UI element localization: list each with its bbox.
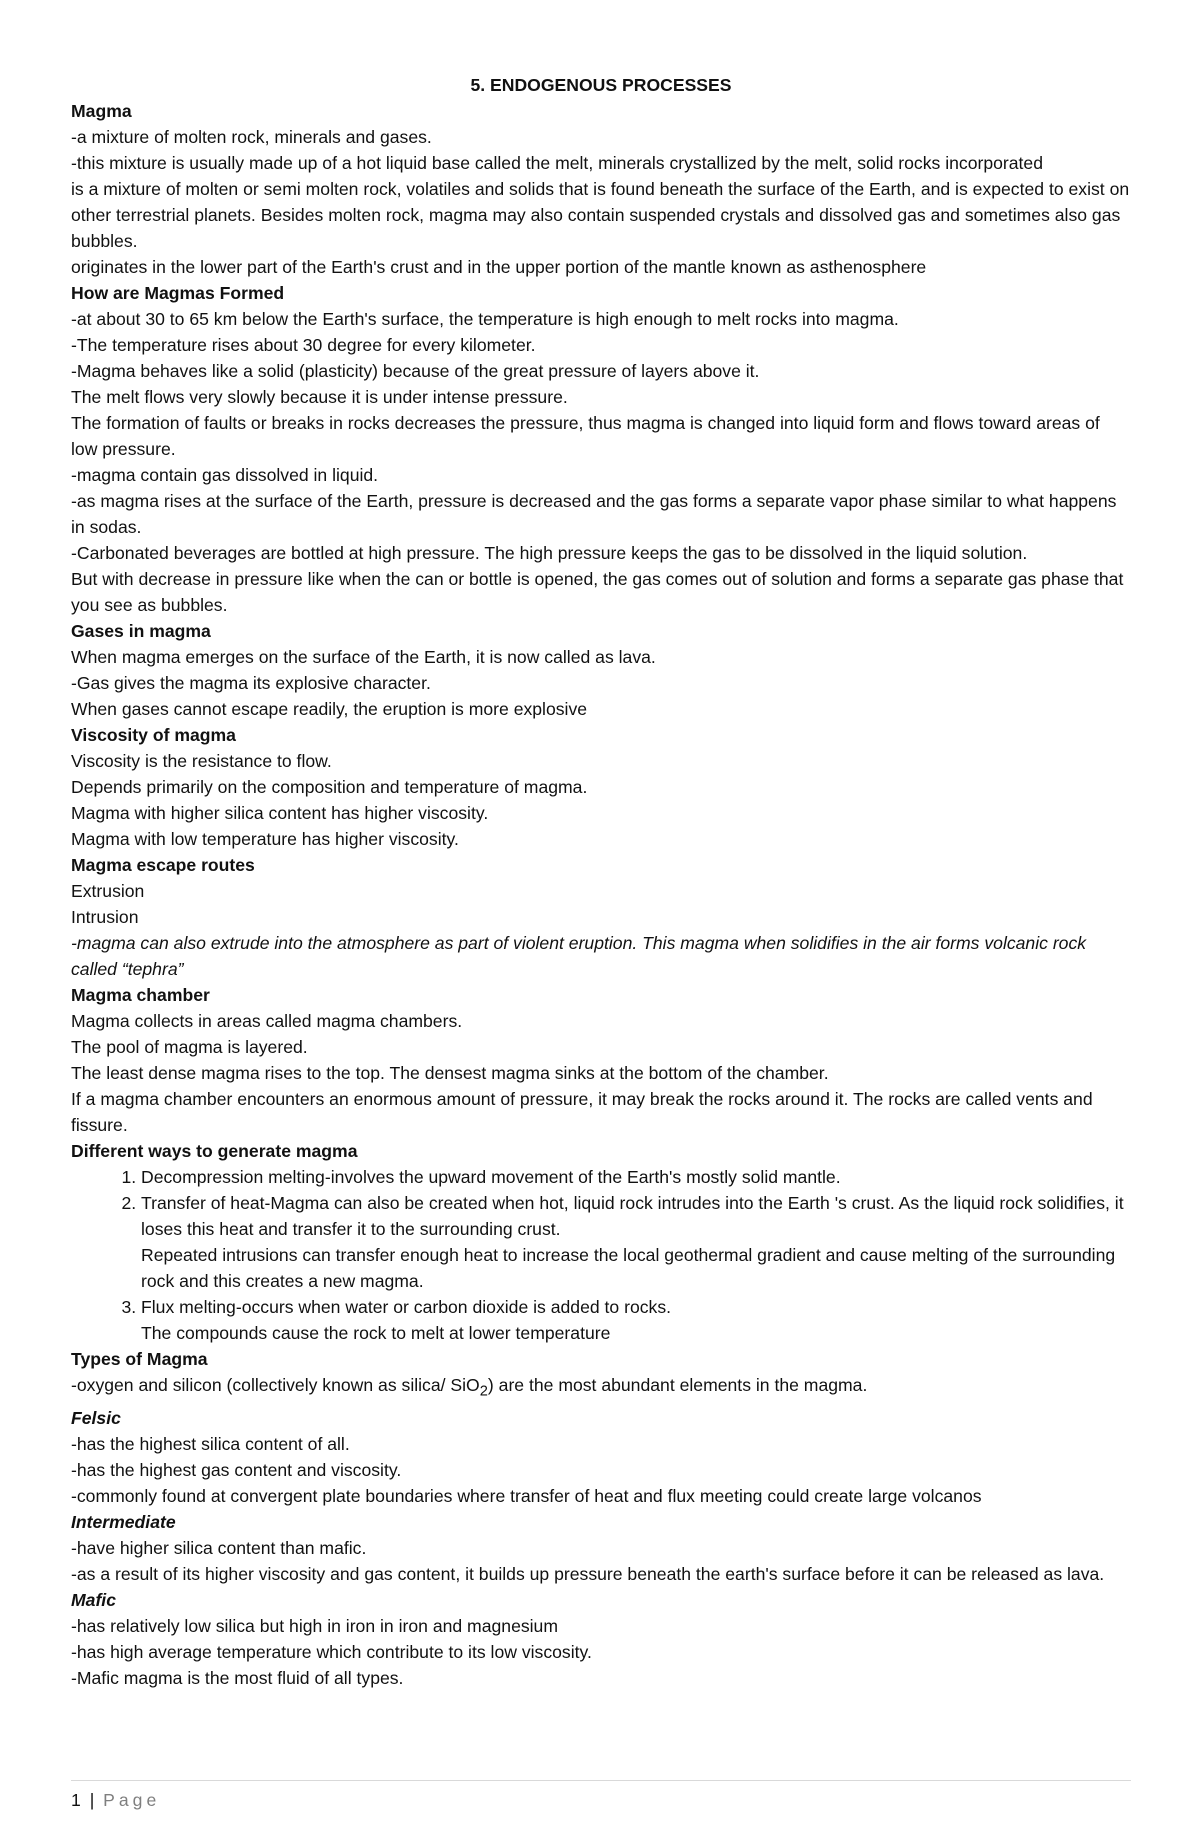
heading-how-magmas-formed: How are Magmas Formed — [71, 283, 285, 303]
paragraph: When gases cannot escape readily, the eruption is more explosive — [71, 699, 588, 719]
footer-separator: | — [89, 1790, 95, 1810]
paragraph: -has the highest gas content and viscosity. — [71, 1459, 402, 1480]
paragraph: -have higher silica content than mafic. — [71, 1537, 367, 1558]
subscript: 2 — [479, 1383, 488, 1400]
paragraph: The least dense magma rises to the top. The densest magma sinks at the bottom of the chamber. — [71, 1063, 829, 1083]
text-segment: ) are the most abundant elements in the magma. — [487, 1375, 868, 1395]
list-item-text: Flux melting-occurs when water or carbon dioxide is added to rocks. — [141, 1297, 672, 1317]
heading-intermediate: Intermediate — [71, 1511, 176, 1532]
document-title: 5. ENDOGENOUS PROCESSES — [470, 75, 732, 95]
paragraph: Viscosity is the resistance to flow. — [71, 751, 332, 771]
page-footer — [71, 1790, 160, 1811]
paragraph: Magma collects in areas called magma chambers. — [71, 1011, 463, 1031]
paragraph: -commonly found at convergent plate boundaries where transfer of heat and flux meeting could create large volcanos — [71, 1485, 982, 1506]
paragraph: -as magma rises at the surface of the Earth, pressure is decreased and the gas forms a separate vapor phase similar to what happens in sodas. — [71, 491, 1117, 537]
paragraph: -Carbonated beverages are bottled at high pressure. The high pressure keeps the gas to be dissolved in the liquid solution. — [71, 543, 1028, 563]
paragraph: Depends primarily on the composition and temperature of magma. — [71, 777, 588, 797]
heading-viscosity: Viscosity of magma — [71, 725, 236, 745]
text-segment: -oxygen and silicon (collectively known as silica/ SiO — [71, 1375, 480, 1395]
list-item — [141, 1190, 1131, 1294]
paragraph: -has the highest silica content of all. — [71, 1433, 350, 1454]
paragraph: The pool of magma is layered. — [71, 1037, 308, 1057]
paragraph: But with decrease in pressure like when the can or bottle is opened, the gas comes out of solution and forms a separate gas phase that you see as bubbles. — [71, 569, 1124, 615]
list-item — [141, 1294, 1131, 1346]
paragraph: -has relatively low silica but high in iron in iron and magnesium — [71, 1615, 558, 1636]
paragraph: -Gas gives the magma its explosive character. — [71, 673, 431, 693]
paragraph: When magma emerges on the surface of the Earth, it is now called as lava. — [71, 647, 656, 667]
list-item-text: Decompression melting-involves the upward movement of the Earth's mostly solid mantle. — [141, 1167, 841, 1187]
paragraph: Intrusion — [71, 907, 139, 927]
heading-felsic: Felsic — [71, 1407, 121, 1428]
document-page — [71, 62, 1131, 1691]
paragraph: -at about 30 to 65 km below the Earth's surface, the temperature is high enough to melt rocks into magma. — [71, 309, 899, 329]
paragraph: -Magma behaves like a solid (plasticity) because of the great pressure of layers above it. — [71, 361, 760, 381]
italic-paragraph: -magma can also extrude into the atmosphere as part of violent eruption. This magma when solidifies in the air forms volcanic rock called “tephra” — [71, 933, 1087, 979]
heading-generate-magma: Different ways to generate magma — [71, 1141, 358, 1161]
paragraph: -The temperature rises about 30 degree for every kilometer. — [71, 335, 536, 355]
page-label: Page — [103, 1790, 161, 1810]
heading-magma: Magma — [71, 101, 132, 121]
paragraph: -Mafic magma is the most fluid of all types. — [71, 1667, 404, 1688]
list-item-continuation: Repeated intrusions can transfer enough heat to increase the local geothermal gradient and cause melting of the surrounding rock and this creates a new magma. — [141, 1245, 1116, 1291]
footer-divider — [71, 1780, 1131, 1781]
paragraph: -this mixture is usually made up of a hot liquid base called the melt, minerals crystallized by the melt, solid rocks incorporated — [71, 153, 1044, 173]
heading-magma-chamber: Magma chamber — [71, 985, 210, 1005]
numbered-list — [71, 1164, 1131, 1346]
list-item — [141, 1164, 1131, 1190]
list-item-continuation: The compounds cause the rock to melt at lower temperature — [141, 1323, 611, 1343]
paragraph: Magma with higher silica content has higher viscosity. — [71, 803, 489, 823]
paragraph: originates in the lower part of the Earth's crust and in the upper portion of the mantle known as asthenosphere — [71, 257, 927, 277]
paragraph: -a mixture of molten rock, minerals and gases. — [71, 127, 432, 147]
paragraph: The formation of faults or breaks in rocks decreases the pressure, thus magma is changed into liquid form and flows toward areas of low pressure. — [71, 413, 1100, 459]
paragraph: -has high average temperature which contribute to its low viscosity. — [71, 1641, 592, 1662]
page-number: 1 — [71, 1790, 81, 1810]
paragraph: If a magma chamber encounters an enormous amount of pressure, it may break the rocks around it. The rocks are called vents and fissure. — [71, 1089, 1093, 1135]
heading-escape-routes: Magma escape routes — [71, 855, 255, 875]
heading-types-of-magma: Types of Magma — [71, 1349, 208, 1369]
paragraph: Extrusion — [71, 881, 145, 901]
paragraph: -as a result of its higher viscosity and gas content, it builds up pressure beneath the earth's surface before it can be released as lava. — [71, 1563, 1105, 1584]
paragraph: The melt flows very slowly because it is under intense pressure. — [71, 387, 568, 407]
paragraph — [71, 1372, 1131, 1405]
paragraph: -magma contain gas dissolved in liquid. — [71, 465, 379, 485]
heading-mafic: Mafic — [71, 1589, 116, 1610]
paragraph: Magma with low temperature has higher viscosity. — [71, 829, 459, 849]
heading-gases-in-magma: Gases in magma — [71, 621, 211, 641]
list-item-text: Transfer of heat-Magma can also be created when hot, liquid rock intrudes into the Earth 's crust. As the liquid rock solidifies, it loses this heat and transfer it to the surrounding crust. — [141, 1193, 1124, 1239]
paragraph: is a mixture of molten or semi molten rock, volatiles and solids that is found beneath the surface of the Earth, and is expected to exist on other terrestrial planets. Besides molten rock, magma may also contain suspended crystals and dissolved gas and sometimes also gas bubbles. — [71, 179, 1130, 251]
